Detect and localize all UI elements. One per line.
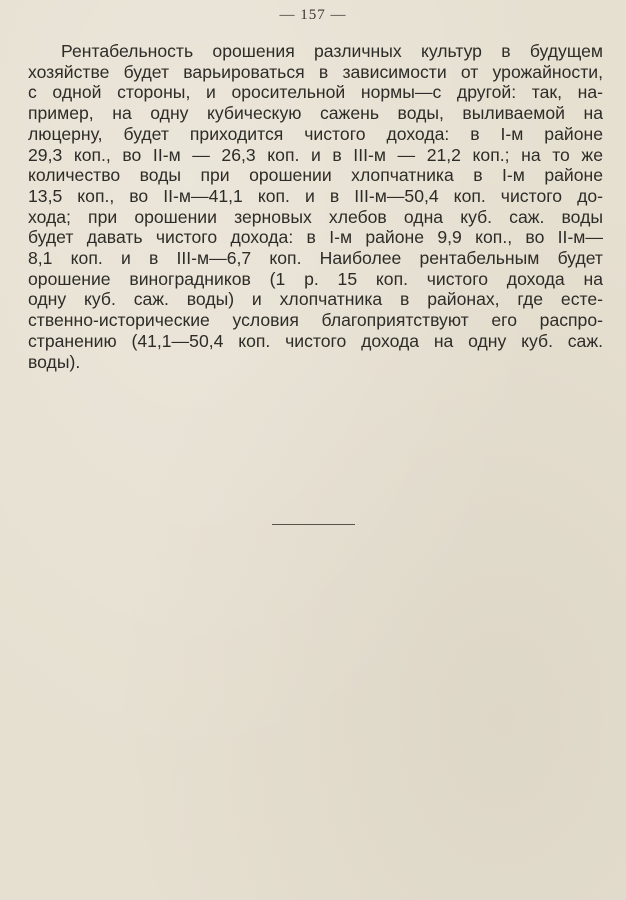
paragraph-line: ственно-исторические условия благоприятствуют его распро- — [28, 310, 603, 331]
paragraph-line: 13,5 коп., во II-м—41,1 коп. и в III-м—50,4 коп. чистого до- — [28, 185, 603, 206]
paragraph-line: хозяйстве будет варьироваться в зависимости от урожайности, — [28, 61, 603, 82]
paragraph-line: с одной стороны, и оросительной нормы—с другой: так, на- — [28, 82, 603, 103]
section-divider — [272, 524, 355, 525]
paragraph-line: 29,3 коп., во II-м — 26,3 коп. и в III-м — 21,2 коп.; на то же — [28, 144, 603, 165]
paragraph-line: пример, на одну кубическую сажень воды, выливаемой на — [28, 103, 603, 124]
paragraph-line: орошение виноградников (1 р. 15 коп. чистого дохода на — [28, 268, 603, 289]
paragraph-line: воды). — [28, 351, 81, 372]
paragraph-line: хода; при орошении зерновых хлебов одна куб. саж. воды — [28, 206, 603, 227]
paragraph-line: 8,1 коп. и в III-м—6,7 коп. Наиболее рентабельным будет — [28, 248, 603, 269]
paragraph-line: люцерну, будет приходится чистого дохода: в I-м районе — [28, 123, 603, 144]
paragraph-line: будет давать чистого дохода: в I-м районе 9,9 коп., во II-м— — [28, 227, 603, 248]
paragraph-line: Рентабельность орошения различных культур в будущем — [61, 41, 603, 61]
body-paragraph — [28, 41, 603, 372]
paragraph-line: странению (41,1—50,4 коп. чистого дохода на одну куб. саж. — [28, 330, 603, 351]
page-number: — 157 — — [279, 7, 347, 23]
paragraph-line: количество воды при орошении хлопчатника в I-м районе — [28, 165, 603, 186]
paragraph-line: одну куб. саж. воды) и хлопчатника в районах, где есте- — [28, 289, 603, 310]
